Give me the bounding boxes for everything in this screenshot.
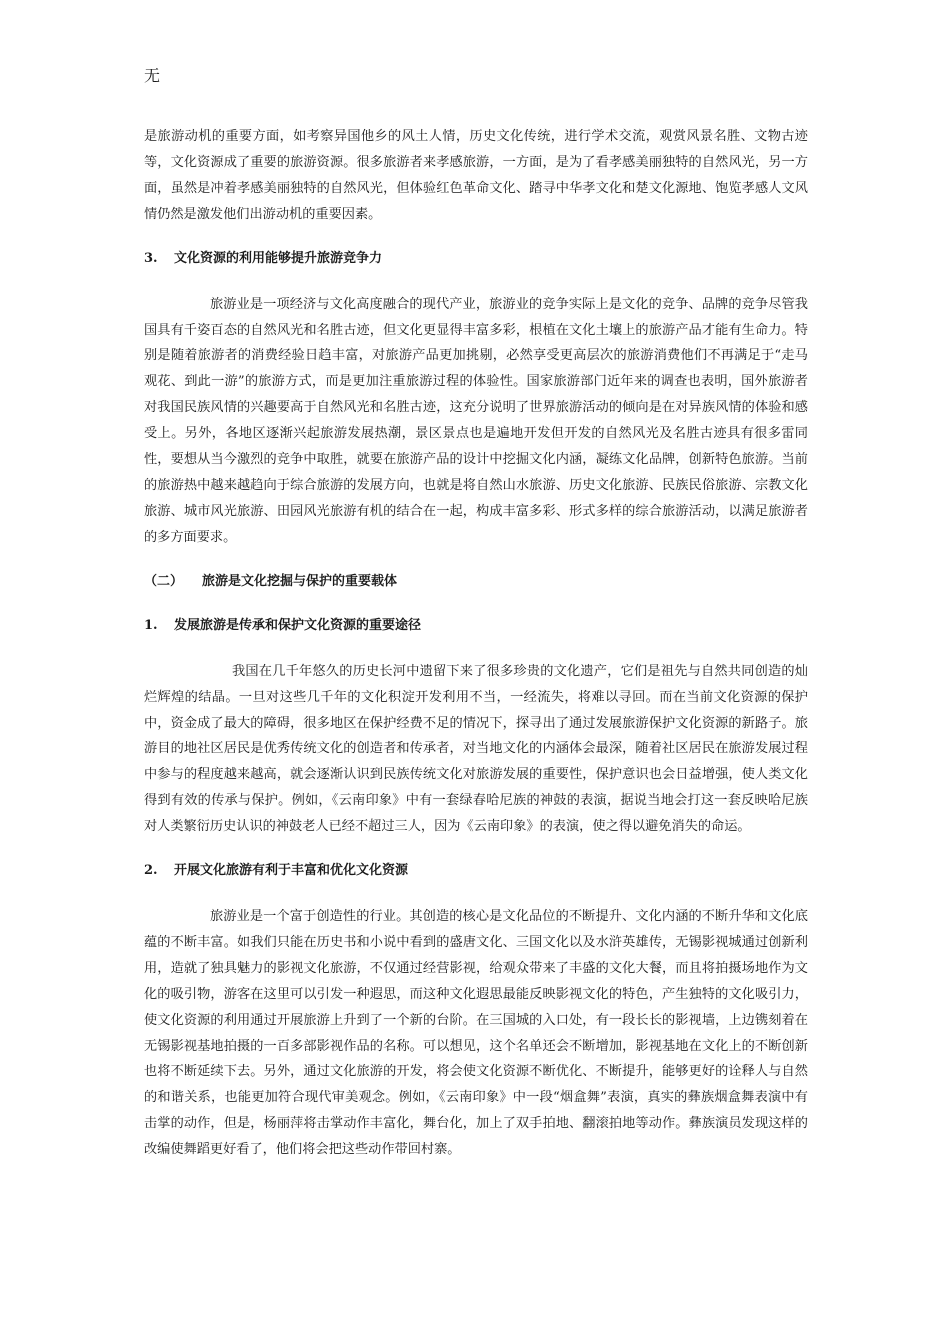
paragraph-optimization: 旅游业是一个富于创造性的行业。其创造的核心是文化品位的不断提升、文化内涵的不断升华和文化底蕴的不断丰富。如我们只能在历史书和小说中看到的盛唐文化、三国文化以及水浒英雄传，无锡影视城通过创新利用，造就了独具魅力的影视文化旅游，不仅通过经营影视，给观众带来了丰盛的文化大餐，而且将拍摄场地作为文化的吸引物，游客在这里可以引发一种遐思，而这种文化遐思最能反映影视文化的特色，产生独特的文化吸引力，使文化资源的利用通过开展旅游上升到了一个新的台阶。在三国城的入口处，有一段长长的影视墙，上边镌刻着在无锡影视基地拍摄的一百多部影视作品的名称。可以想见，这个名单还会不断增加，影视基地在文化上的不断创新也将不断延续下去。另外，通过文化旅游的开发，将会使文化资源不断优化、不断提升，能够更好的诠释人与自然的和谐关系，也能更加符合现代审美观念。例如，《云南印象》中一段“烟盒舞”表演，真实的彝族烟盒舞表演中有击掌的动作，但是，杨丽萍将击掌动作丰富化，舞台化，加上了双手拍地、翻滚拍地等动作。彝族演员发现这样的改编使舞蹈更好看了，他们将会把这些动作带回村寨。 (144, 909, 808, 1158)
page-header: 无 (144, 66, 161, 85)
heading-3-competitiveness (144, 246, 808, 272)
paragraph-competitiveness: 旅游业是一项经济与文化高度融合的现代产业，旅游业的竞争实际上是文化的竞争、品牌的竞争尽管我国具有千姿百态的自然风光和名胜古迹，但文化更显得丰富多彩，根植在文化土壤上的旅游产品才能有生命力。特别是随着旅游者的消费经验日趋丰富，对旅游产品更加挑剔，必然享受更高层次的旅游消费他们不再满足于“走马观花、到此一游”的旅游方式，而是更加注重旅游过程的体验性。国家旅游部门近年来的调查也表明，国外旅游者对我国民族风情的兴趣要高于自然风光和名胜古迹，这充分说明了世界旅游活动的倾向是在对异族风情的体验和感受上。另外，各地区逐渐兴起旅游发展热潮，景区景点也是遍地开发但开发的自然风光及名胜古迹具有很多雷同性，要想从当今激烈的竞争中取胜，就要在旅游产品的设计中挖掘文化内涵，凝练文化品牌，创新特色旅游。当前的旅游热中越来越趋向于综合旅游的发展方向，也就是将自然山水旅游、历史文化旅游、民族民俗旅游、宗教文化旅游、城市风光旅游、田园风光旅游有机的结合在一起，构成丰富多彩、形式多样的综合旅游活动，以满足旅游者的多方面要求。 (144, 296, 808, 545)
heading-number: 2. (144, 863, 158, 879)
section-number: （二） (144, 573, 184, 589)
heading-2-optimization (144, 858, 808, 884)
heading-title: 开展文化旅游有利于丰富和优化文化资源 (174, 863, 409, 879)
section-title: 旅游是文化挖掘与保护的重要载体 (202, 573, 398, 589)
heading-number: 3. (144, 250, 158, 266)
document-body (144, 124, 808, 1163)
heading-number: 1. (144, 617, 158, 633)
heading-title: 文化资源的利用能够提升旅游竞争力 (174, 250, 383, 266)
paragraph-tourism-motivation: 是旅游动机的重要方面，如考察异国他乡的风土人情，历史文化传统，进行学术交流，观赏风景名胜、文物古迹等，文化资源成了重要的旅游资源。很多旅游者来孝感旅游，一方面，是为了看孝感美丽独特的自然风光，另一方面，虽然是冲着孝感美丽独特的自然风光，但体验红色革命文化、踏寻中华孝文化和楚文化源地、饱览孝感人文风情仍然是激发他们出游动机的重要因素。 (144, 129, 808, 222)
heading-1-inheritance (144, 613, 808, 639)
paragraph-inheritance: 我国在几千年悠久的历史长河中遗留下来了很多珍贵的文化遗产，它们是祖先与自然共同创造的灿烂辉煌的结晶。一旦对这些几千年的文化积淀开发利用不当，一经流失，将难以寻回。而在当前文化资源的保护中，资金成了最大的障碍，很多地区在保护经费不足的情况下，探寻出了通过发展旅游保护文化资源的新路子。旅游目的地社区居民是优秀传统文化的创造者和传承者，对当地文化的内涵体会最深，随着社区居民在旅游发展过程中参与的程度越来越高，就会逐渐认识到民族传统文化对旅游发展的重要性，保护意识也会日益增强，使人类文化得到有效的传承与保护。例如，《云南印象》中有一套绿春哈尼族的神鼓的表演，据说当地会打这一套反映哈尼族对人类繁衍历史认识的神鼓老人已经不超过三人，因为《云南印象》的表演，使之得以避免消失的命运。 (144, 663, 808, 835)
section-heading-2 (144, 569, 808, 595)
heading-title: 发展旅游是传承和保护文化资源的重要途径 (174, 617, 422, 633)
